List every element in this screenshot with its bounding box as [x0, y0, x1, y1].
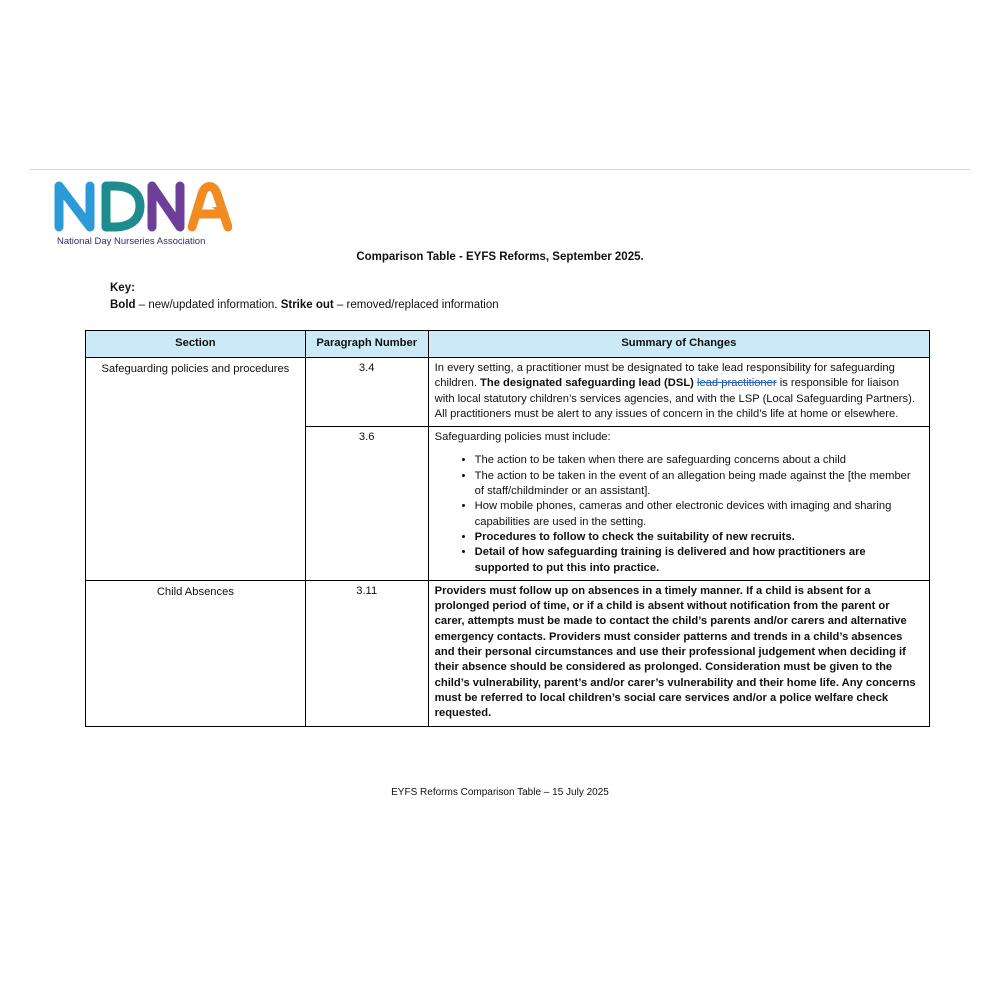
header-section: Section: [86, 331, 306, 358]
ndna-logo: [52, 178, 252, 248]
list-item: • Detail of how safeguarding training is delivered and how practitioners are supported to put this into practice.: [475, 545, 921, 576]
summary-intro: Safeguarding policies must include:: [434, 431, 611, 444]
list-item: • Procedures to follow to check the suitability of new recruits.: [475, 530, 921, 545]
header-summary-of-changes: Summary of Changes: [428, 331, 929, 358]
header-rule: [30, 169, 970, 170]
document-title: Comparison Table - EYFS Reforms, September 2025.: [356, 251, 644, 263]
organisation-name: National Day Nurseries Association: [57, 236, 206, 247]
key-legend: [110, 280, 499, 314]
key-strike-desc: – removed/replaced information: [333, 299, 499, 311]
summary-cell: Providers must follow up on absences in a timely manner. If a child is absent for a prolonged period of time, or if a child is absent without notification from the parent or carer, attempts must be made to contact the child’s parents and/or carers and alternative emergency contacts. Providers must consider patterns and trends in a child’s absences and their personal circumstances and use their professional judgement when deciding if their absence should be considered as prolonged. Consideration must be given to the child’s vulnerability, parent’s and/or carer’s vulnerability and their home life. Any concerns must be referred to local children’s social care services and/or a police welfare check requested.: [428, 580, 929, 726]
key-bold-desc: – new/updated information.: [135, 299, 281, 311]
section-cell: Safeguarding policies and procedures: [86, 358, 306, 581]
summary-bullet-list: [435, 453, 921, 575]
summary-text: In every setting, a practitioner must be designated to take lead responsibility for safeguarding children.: [434, 362, 895, 390]
header-paragraph-number: Paragraph Number: [305, 331, 428, 358]
page-footer: EYFS Reforms Comparison Table – 15 July 2025: [391, 787, 609, 798]
summary-cell: [428, 427, 929, 581]
paragraph-number-cell: 3.11: [305, 580, 428, 726]
table-header-row: [86, 331, 930, 358]
key-line: [110, 297, 499, 314]
summary-new-text: The designated safeguarding lead (DSL): [480, 377, 694, 390]
paragraph-number-cell: 3.4: [305, 358, 428, 427]
table-row: [86, 580, 930, 726]
table-row: [86, 358, 930, 427]
summary-cell: [428, 358, 929, 427]
list-item: • The action to be taken when there are safeguarding concerns about a child: [475, 453, 921, 468]
ndna-wordmark-graphic: [52, 178, 232, 234]
key-strike-term: Strike out: [280, 299, 334, 311]
key-label: Key:: [110, 282, 135, 294]
key-bold-term: Bold: [110, 299, 136, 311]
comparison-table: [85, 330, 930, 727]
summary-text-cont: is responsible for liaison with local statutory children’s services agencies, and with the LSP (Local Safeguarding Partners). All practitioners must be alert to any issues of concern in the child’s life at home or elsewhere.: [434, 377, 915, 420]
section-cell: Child Absences: [86, 580, 306, 726]
star-icon: [212, 202, 226, 216]
paragraph-number-cell: 3.6: [305, 427, 428, 581]
summary-removed-text: lead practitioner: [697, 377, 777, 390]
list-item: • The action to be taken in the event of an allegation being made against the [the member of staff/childminder or an assistant].: [475, 469, 921, 500]
list-item: • How mobile phones, cameras and other electronic devices with imaging and sharing capabilities are used in the setting.: [475, 499, 921, 530]
